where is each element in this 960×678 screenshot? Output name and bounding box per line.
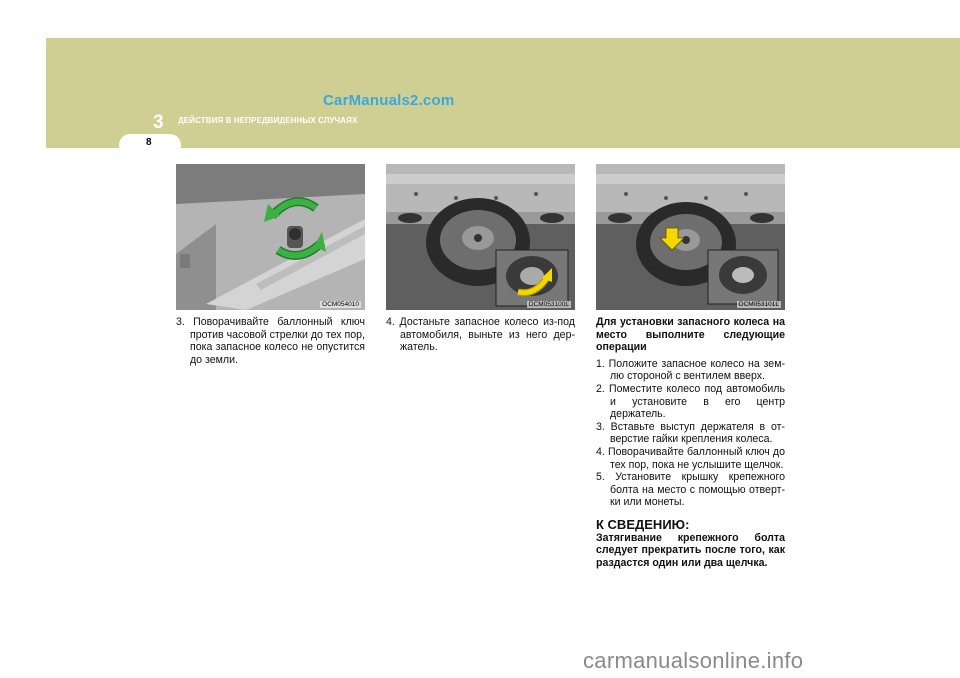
step-3: 3. Поворачивайте баллонный ключ против часовой стрелки до тех пор, пока запасное колесо не опустится до земли.: [176, 316, 365, 366]
column-3-text: [596, 316, 785, 569]
install-step-4: 4. Поворачивайте баллонный ключ до тех пор, пока не услышите щелчок.: [596, 445, 785, 471]
figure-code: OCM053100L: [528, 301, 569, 308]
install-step-3: 3. Вставьте выступ держателя в от- верстие гайки крепления колеса.: [596, 420, 785, 446]
install-step-1: 1. Положите запасное колесо на зем- лю стороной с вентилем вверх.: [596, 357, 785, 383]
trunk-winch-illustration: [176, 164, 365, 310]
caution-title: К СВЕДЕНИЮ:: [596, 516, 690, 532]
header-band: [46, 38, 960, 148]
spare-wheel-mounting-illustration: [596, 164, 785, 310]
chapter-number: 3: [153, 112, 164, 133]
figure-spare-wheel-mounting: [596, 164, 785, 310]
figure-code: OCM054010: [322, 301, 359, 308]
column-1-text: [176, 316, 365, 366]
install-step-5: 5. Установите крышку крепежного болта на место с помощью отверт- ки или монеты.: [596, 471, 785, 509]
caution-text: Затягивание крепежного болта следует прекратить после того, как раздастся один или два щелчка.: [596, 531, 785, 569]
figure-trunk-winch: [176, 164, 365, 310]
install-step-2: 2. Поместите колесо под автомобиль и установите в его центр держатель.: [596, 382, 785, 421]
installation-heading: Для установки запасного колеса на место выполните следующие операции: [596, 316, 785, 354]
bottom-watermark[interactable]: carmanualsonline.info: [583, 648, 804, 673]
step-4: 4. Достаньте запасное колесо из-под автомобиля, выньте из него дер- жатель.: [386, 316, 575, 354]
top-watermark[interactable]: CarManuals2.com: [323, 92, 455, 109]
spare-wheel-removal-illustration: [386, 164, 575, 310]
figure-spare-wheel-removal: [386, 164, 575, 310]
column-2-text: [386, 316, 575, 354]
page-number: 8: [146, 137, 152, 148]
chapter-title: ДЕЙСТВИЯ В НЕПРЕДВИДЕННЫХ СЛУЧАЯХ: [178, 116, 358, 125]
figure-code: OCM053101L: [738, 301, 779, 308]
